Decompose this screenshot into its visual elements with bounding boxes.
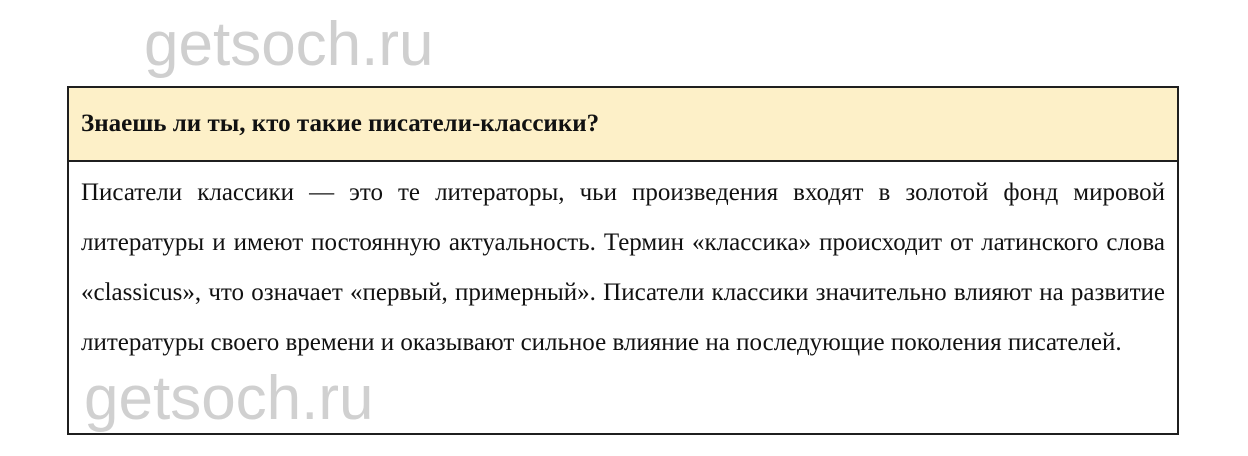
watermark-top: getsoch.ru <box>144 10 434 79</box>
card-paragraph: Писатели классики — это те литераторы, чьи произведения входят в золотой фонд мировой литературы и имеют постоянную актуальность. Термин «классика» происходит от латинского слова «classicus», что означает «первый, примерный». Писатели классики значительно влияют на развитие литературы своего времени и оказывают сильное влияние на последующие поколения писателей. <box>81 179 1165 356</box>
card-body <box>69 162 1177 368</box>
card-header <box>69 88 1177 162</box>
watermark-bottom: getsoch.ru <box>84 364 374 433</box>
card-title: Знаешь ли ты, кто такие писатели-классики? <box>81 110 600 137</box>
